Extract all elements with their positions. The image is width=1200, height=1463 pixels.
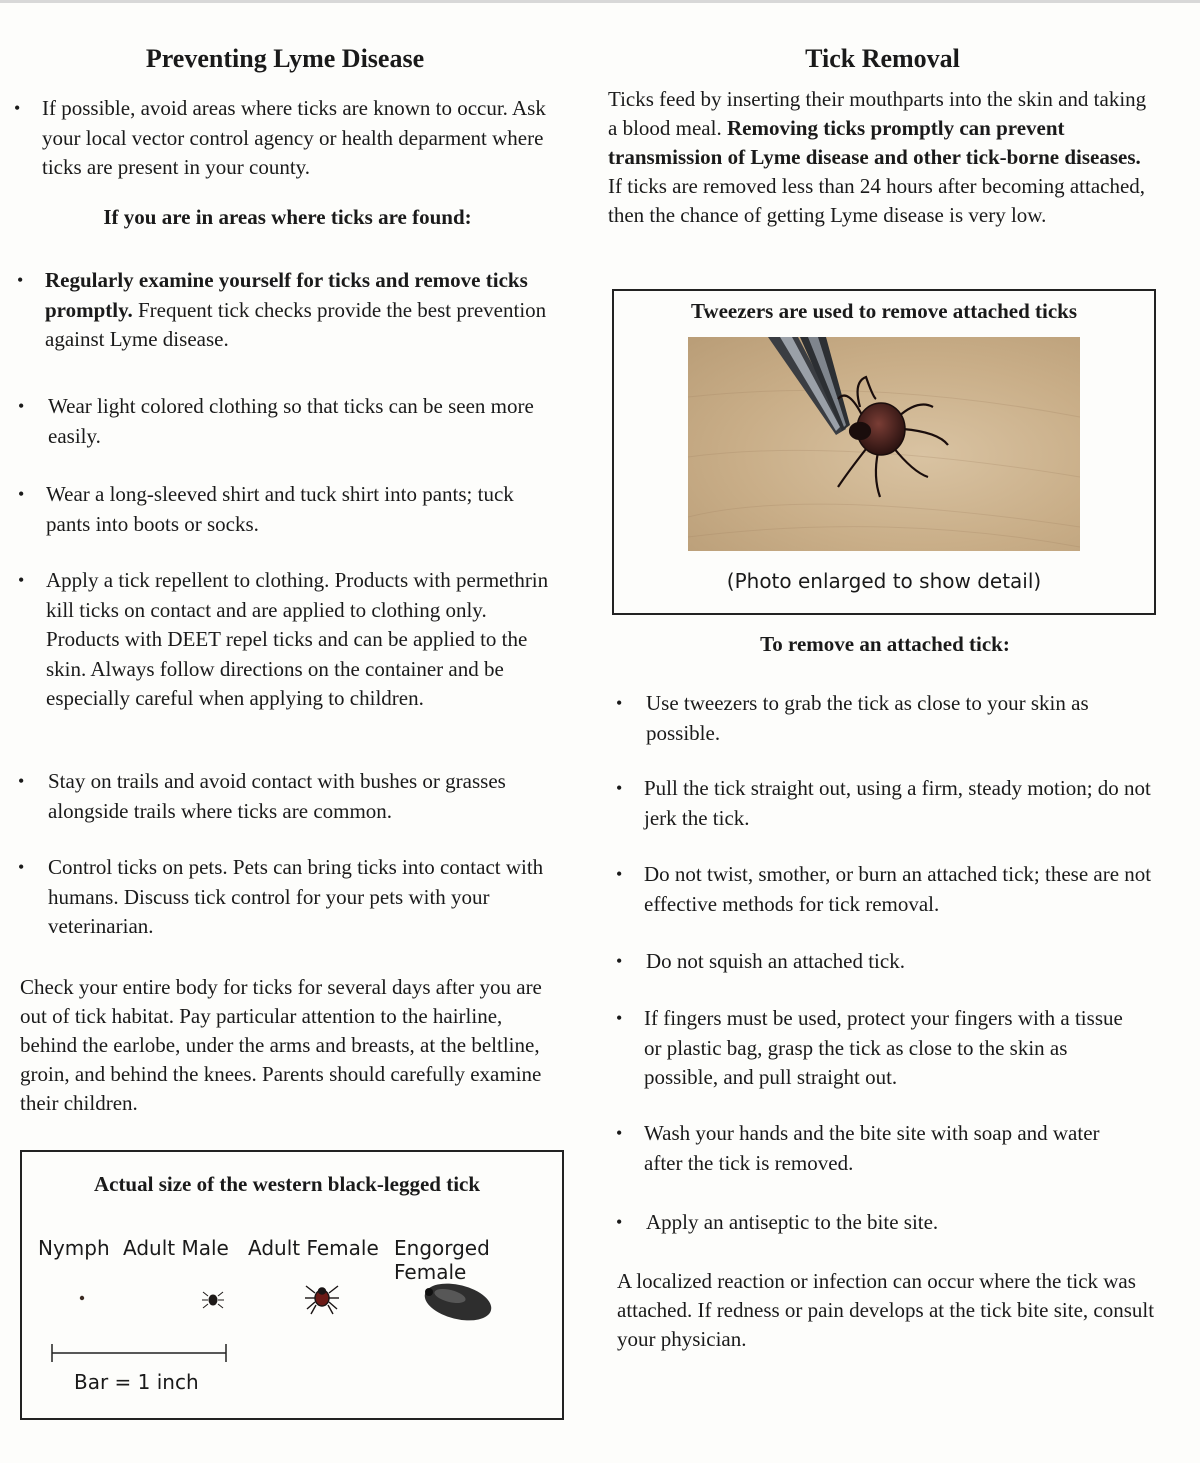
check-body-paragraph: Check your entire body for ticks for several days after you are out of tick habitat. Pay particular attention to the hairline, behind the earlobe, under the arms and breasts, at the beltline, groin, and behind the knees. Parents should carefully examine their children. bbox=[20, 975, 542, 1115]
stage-label-nymph: Nymph bbox=[38, 1236, 110, 1260]
section-title-tick-removal: Tick Removal bbox=[805, 44, 960, 73]
scale-bar-label: Bar = 1 inch bbox=[74, 1370, 199, 1394]
removal-step-5: • If fingers must be used, protect your fingers with a tissue or plastic bag, grasp the tick as close to the skin as possible, and pull straight out. bbox=[616, 1006, 1123, 1089]
bullet-sleeves-text: Wear a long-sleeved shirt and tuck shirt into pants; tuck pants into boots or socks. bbox=[46, 482, 514, 536]
one-inch-scale-bar bbox=[50, 1340, 230, 1366]
bullet-examine: • Regularly examine yourself for ticks and remove ticks promptly. Frequent tick checks provide the best prevention against Lyme disease. bbox=[17, 268, 547, 351]
tweezers-tick-photo bbox=[688, 337, 1080, 551]
areas-subhead: If you are in areas where ticks are found: bbox=[103, 205, 472, 229]
removal-step-4: • Do not squish an attached tick. bbox=[616, 949, 905, 973]
photo-caption-top: Tweezers are used to remove attached ticks bbox=[690, 299, 1078, 323]
bullet-repellent-text: Apply a tick repellent to clothing. Products with permethrin kill ticks on contact and are applied to clothing only. Products with DEET repel ticks and can be applied to the skin. Always follow directions on the container and be especially careful when applying to children. bbox=[46, 568, 549, 710]
attached-tick-icon bbox=[838, 377, 948, 497]
tweezers-icon bbox=[768, 337, 850, 435]
bullet-examine-text: Frequent tick checks provide the best prevention against Lyme disease. bbox=[45, 297, 547, 351]
tick-size-box bbox=[20, 1150, 564, 1420]
tweezers-tick-illustration bbox=[688, 337, 1080, 551]
removal-step-3: • Do not twist, smother, or burn an attached tick; these are not effective methods for tick removal. bbox=[616, 862, 1152, 916]
nymph-tick-icon bbox=[80, 1296, 84, 1300]
intro-bullet: • If possible, avoid areas where ticks are known to occur. Ask your local vector control agency or health deparment where ticks are present in your county. bbox=[14, 96, 546, 179]
removal-step-1: • Use tweezers to grab the tick as close to your skin as possible. bbox=[616, 691, 1089, 745]
removal-step-6: • Wash your hands and the bite site with soap and water after the tick is removed. bbox=[616, 1121, 1100, 1175]
tick-removal-intro: Ticks feed by inserting their mouthparts into the skin and taking a blood meal. Removing ticks promptly can prevent transmission of Lyme disease and other tick-borne diseases. If ticks are removed less than 24 hours after becoming attached, then the chance of getting Lyme disease is very low. bbox=[608, 87, 1147, 227]
stage-label-engorged-female: Engorged Female bbox=[394, 1236, 490, 1284]
bullet-examine-bold: Regularly examine yourself for ticks and remove ticks promptly. bbox=[45, 268, 528, 322]
bullet-sleeves: • Wear a long-sleeved shirt and tuck shirt into pants; tuck pants into boots or socks. bbox=[18, 482, 514, 536]
closing-paragraph: A localized reaction or infection can occur where the tick was attached. If redness or pain develops at the tick bite site, consult your physician. bbox=[617, 1269, 1155, 1351]
intro-bullet-text: If possible, avoid areas where ticks are known to occur. Ask your local vector control agency or health deparment where ticks are present in your county. bbox=[42, 96, 546, 179]
bullet-trails-text: Stay on trails and avoid contact with bushes or grasses alongside trails where ticks are common. bbox=[48, 769, 506, 823]
bullet-pets-text: Control ticks on pets. Pets can bring ticks into contact with humans. Discuss tick control for your pets with your veterinarian. bbox=[48, 855, 544, 938]
adult-female-tick-icon bbox=[305, 1286, 339, 1314]
tweezers-photo-box bbox=[612, 289, 1156, 615]
photo-caption-bottom: (Photo enlarged to show detail) bbox=[726, 569, 1042, 593]
bullet-pets: • Control ticks on pets. Pets can bring ticks into contact with humans. Discuss tick control for your pets with your veterinarian. bbox=[18, 855, 544, 938]
remove-tick-subhead: To remove an attached tick: bbox=[760, 632, 1010, 656]
bullet-repellent: • Apply a tick repellent to clothing. Products with permethrin kill ticks on contact and are applied to clothing only. Products with DEET repel ticks and can be applied to the skin. Always follow directions on the container and be especially careful when applying to children. bbox=[18, 568, 549, 710]
bullet-trails: • Stay on trails and avoid contact with bushes or grasses alongside trails where ticks are common. bbox=[18, 769, 506, 823]
tick-size-illustrations bbox=[22, 1272, 562, 1342]
top-rule bbox=[0, 0, 1200, 3]
adult-male-tick-icon bbox=[202, 1292, 224, 1308]
removal-step-7: • Apply an antiseptic to the bite site. bbox=[616, 1210, 939, 1234]
tick-removal-intro-bold: Removing ticks promptly can prevent transmission of Lyme disease and other tick-borne diseases. bbox=[608, 116, 1141, 169]
stage-label-adult-male: Adult Male bbox=[123, 1236, 229, 1260]
bullet-clothing-text: Wear light colored clothing so that ticks can be seen more easily. bbox=[48, 394, 534, 448]
bullet-clothing: • Wear light colored clothing so that ticks can be seen more easily. bbox=[18, 394, 534, 448]
tick-size-title: Actual size of the western black-legged tick bbox=[93, 1172, 481, 1196]
stage-label-adult-female: Adult Female bbox=[248, 1236, 379, 1260]
engorged-female-tick-icon bbox=[421, 1277, 495, 1326]
section-title-preventing: Preventing Lyme Disease bbox=[145, 44, 425, 73]
removal-step-2: • Pull the tick straight out, using a firm, steady motion; do not jerk the tick. bbox=[616, 776, 1151, 830]
